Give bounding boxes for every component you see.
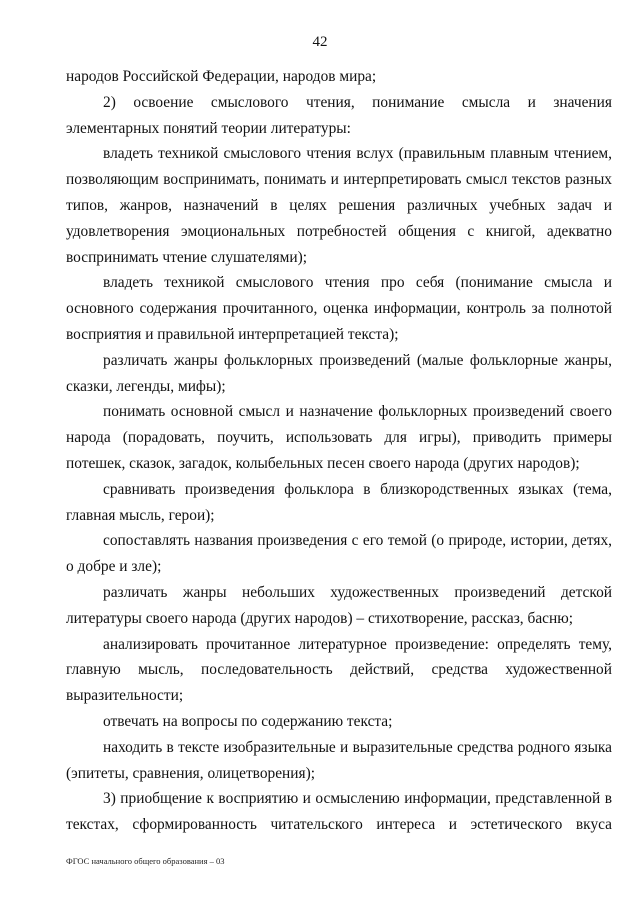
paragraph: 3) приобщение к восприятию и осмыслению информации, представленной в текстах, сформированность читательского интереса и эстетического вкуса <box>66 790 612 834</box>
paragraph: находить в тексте изобразительные и выразительные средства родного языка (эпитеты, сравнения, олицетворения); <box>66 738 612 782</box>
paragraph: различать жанры небольших художественных произведений детской литературы своего народа (других народов) – стихотворение, рассказ, басню; <box>66 583 612 627</box>
footer-note: ФГОС начального общего образования – 03 <box>66 856 225 866</box>
paragraph: отвечать на вопросы по содержанию текста; <box>103 712 393 730</box>
document-body <box>66 64 612 838</box>
page-number: 42 <box>312 34 328 50</box>
paragraph: 2) освоение смыслового чтения, понимание смысла и значения элементарных понятий теории литературы: <box>66 93 612 137</box>
paragraph: анализировать прочитанное литературное произведение: определять тему, главную мысль, последовательность действий, средства художественной выразительности; <box>66 635 612 705</box>
paragraph: владеть техникой смыслового чтения вслух (правильным плавным чтением, позволяющим воспринимать, понимать и интерпретировать смысл текстов разных типов, жанров, назначений в целях решения различных учебных задач и удовлетворения эмоциональных потребностей общения с книгой, адекватно воспринимать чтение слушателями); <box>66 145 612 266</box>
paragraph: сопоставлять названия произведения с его темой (о природе, истории, детях, о добре и зле); <box>66 532 612 576</box>
paragraph: народов Российской Федерации, народов мира; <box>66 68 377 85</box>
paragraph: различать жанры фольклорных произведений (малые фольклорные жанры, сказки, легенды, мифы); <box>66 351 612 395</box>
paragraph: сравнивать произведения фольклора в близкородственных языках (тема, главная мысль, герои); <box>66 480 612 524</box>
paragraph: понимать основной смысл и назначение фольклорных произведений своего народа (порадовать, поучить, использовать для игры), приводить примеры потешек, сказок, загадок, колыбельных песен своего народа (других народов); <box>66 403 612 472</box>
paragraph: владеть техникой смыслового чтения про себя (понимание смысла и основного содержания прочитанного, оценка информации, контроль за полнотой восприятия и правильной интерпретацией текста); <box>66 274 612 343</box>
